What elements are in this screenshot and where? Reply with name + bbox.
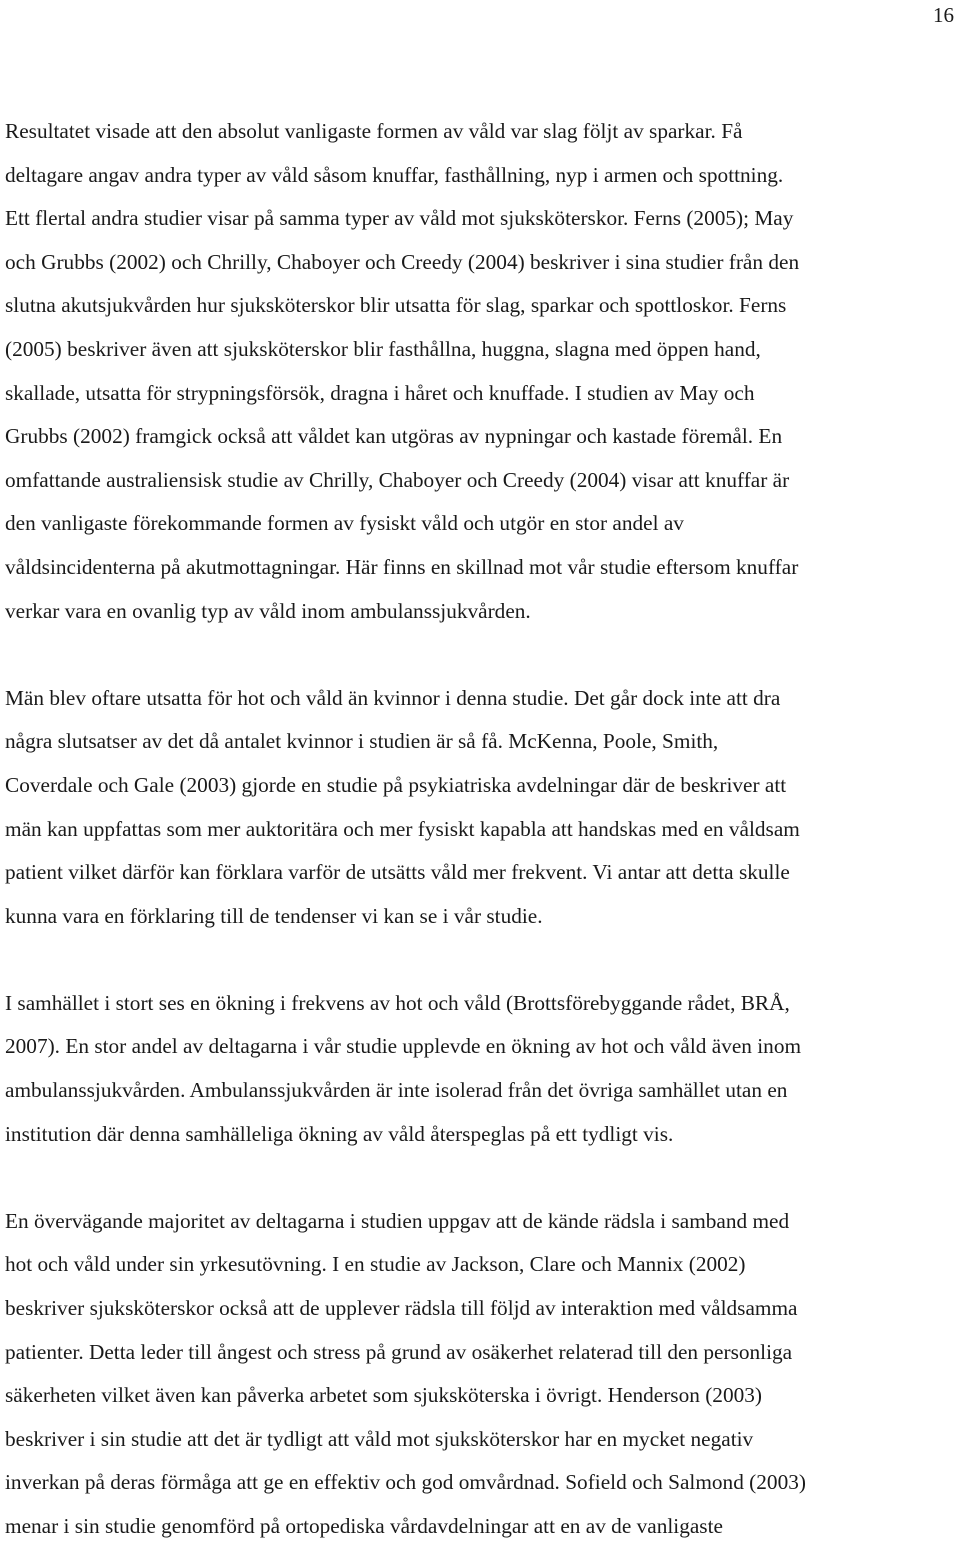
text-line: patienter. Detta leder till ångest och stress på grund av osäkerhet relaterad till den personliga	[5, 1339, 793, 1364]
paragraph-1	[5, 110, 955, 633]
paragraph-spacer	[5, 938, 955, 982]
text-line: inverkan på deras förmåga att ge en effektiv och god omvårdnad. Sofield och Salmond (2003)	[5, 1470, 806, 1495]
text-line: säkerheten vilket även kan påverka arbetet som sjuksköterska i övrigt. Henderson (2003)	[5, 1383, 762, 1408]
text-line: några slutsatser av det då antalet kvinnor i studien är så få. McKenna, Poole, Smith,	[5, 729, 719, 754]
text-line: verkar vara en ovanlig typ av våld inom ambulanssjukvården.	[5, 598, 531, 623]
paragraph-spacer	[5, 1156, 955, 1200]
text-line: 2007). En stor andel av deltagarna i vår studie upplevde en ökning av hot och våld även inom	[5, 1034, 802, 1059]
text-line: En övervägande majoritet av deltagarna i studien uppgav att de kände rädsla i samband med	[5, 1208, 790, 1233]
text-line: hot och våld under sin yrkesutövning. I en studie av Jackson, Clare och Mannix (2002)	[5, 1252, 746, 1277]
text-line: skallade, utsatta för strypningsförsök, dragna i håret och knuffade. I studien av May och	[5, 380, 755, 405]
paragraph-2	[5, 677, 955, 939]
document-body	[5, 110, 955, 1549]
text-line: beskriver i sin studie att det är tydligt att våld mot sjuksköterskor har en mycket negativ	[5, 1426, 754, 1451]
paragraph-spacer	[5, 633, 955, 677]
text-line: Grubbs (2002) framgick också att våldet kan utgöras av nypningar och kastade föremål. En	[5, 424, 783, 449]
text-line: (2005) beskriver även att sjuksköterskor blir fasthållna, huggna, slagna med öppen hand,	[5, 336, 761, 361]
text-line: beskriver sjuksköterskor också att de upplever rädsla till följd av interaktion med våldsamma	[5, 1296, 798, 1321]
text-line: omfattande australiensisk studie av Chrilly, Chaboyer och Creedy (2004) visar att knuffar är	[5, 467, 790, 492]
paragraph-3	[5, 982, 955, 1156]
text-line: och Grubbs (2002) och Chrilly, Chaboyer och Creedy (2004) beskriver i sina studier från den	[5, 249, 800, 274]
text-line: Män blev oftare utsatta för hot och våld än kvinnor i denna studie. Det går dock inte att dra	[5, 685, 781, 710]
text-line: våldsincidenterna på akutmottagningar. Här finns en skillnad mot vår studie eftersom knuffar	[5, 554, 799, 579]
paragraph-4	[5, 1200, 955, 1549]
text-line: kunna vara en förklaring till de tendenser vi kan se i vår studie.	[5, 903, 543, 928]
text-line: slutna akutsjukvården hur sjuksköterskor blir utsatta för slag, sparkar och spottloskor. Ferns	[5, 293, 787, 318]
text-line: Coverdale och Gale (2003) gjorde en studie på psykiatriska avdelningar där de beskriver att	[5, 772, 787, 797]
text-line: ambulanssjukvården. Ambulanssjukvården är inte isolerad från det övriga samhället utan en	[5, 1078, 788, 1103]
page-number: 16	[933, 3, 954, 27]
text-line: Ett flertal andra studier visar på samma typer av våld mot sjuksköterskor. Ferns (2005); May	[5, 206, 794, 231]
text-line: män kan uppfattas som mer auktoritära och mer fysiskt kapabla att handskas med en våldsam	[5, 816, 800, 841]
text-line: I samhället i stort ses en ökning i frekvens av hot och våld (Brottsförebyggande rådet, BRÅ,	[5, 990, 790, 1015]
text-line: institution där denna samhälleliga ökning av våld återspeglas på ett tydligt vis.	[5, 1121, 674, 1146]
text-line: Resultatet visade att den absolut vanligaste formen av våld var slag följt av sparkar. Få	[5, 119, 743, 143]
text-line: menar i sin studie genomförd på ortopediska vårdavdelningar att en av de vanligaste	[5, 1514, 723, 1538]
text-line: deltagare angav andra typer av våld såsom knuffar, fasthållning, nyp i armen och spottning.	[5, 162, 784, 187]
text-line: patient vilket därför kan förklara varför de utsätts våld mer frekvent. Vi antar att detta skulle	[5, 860, 790, 885]
text-line: den vanligaste förekommande formen av fysiskt våld och utgör en stor andel av	[5, 511, 684, 536]
